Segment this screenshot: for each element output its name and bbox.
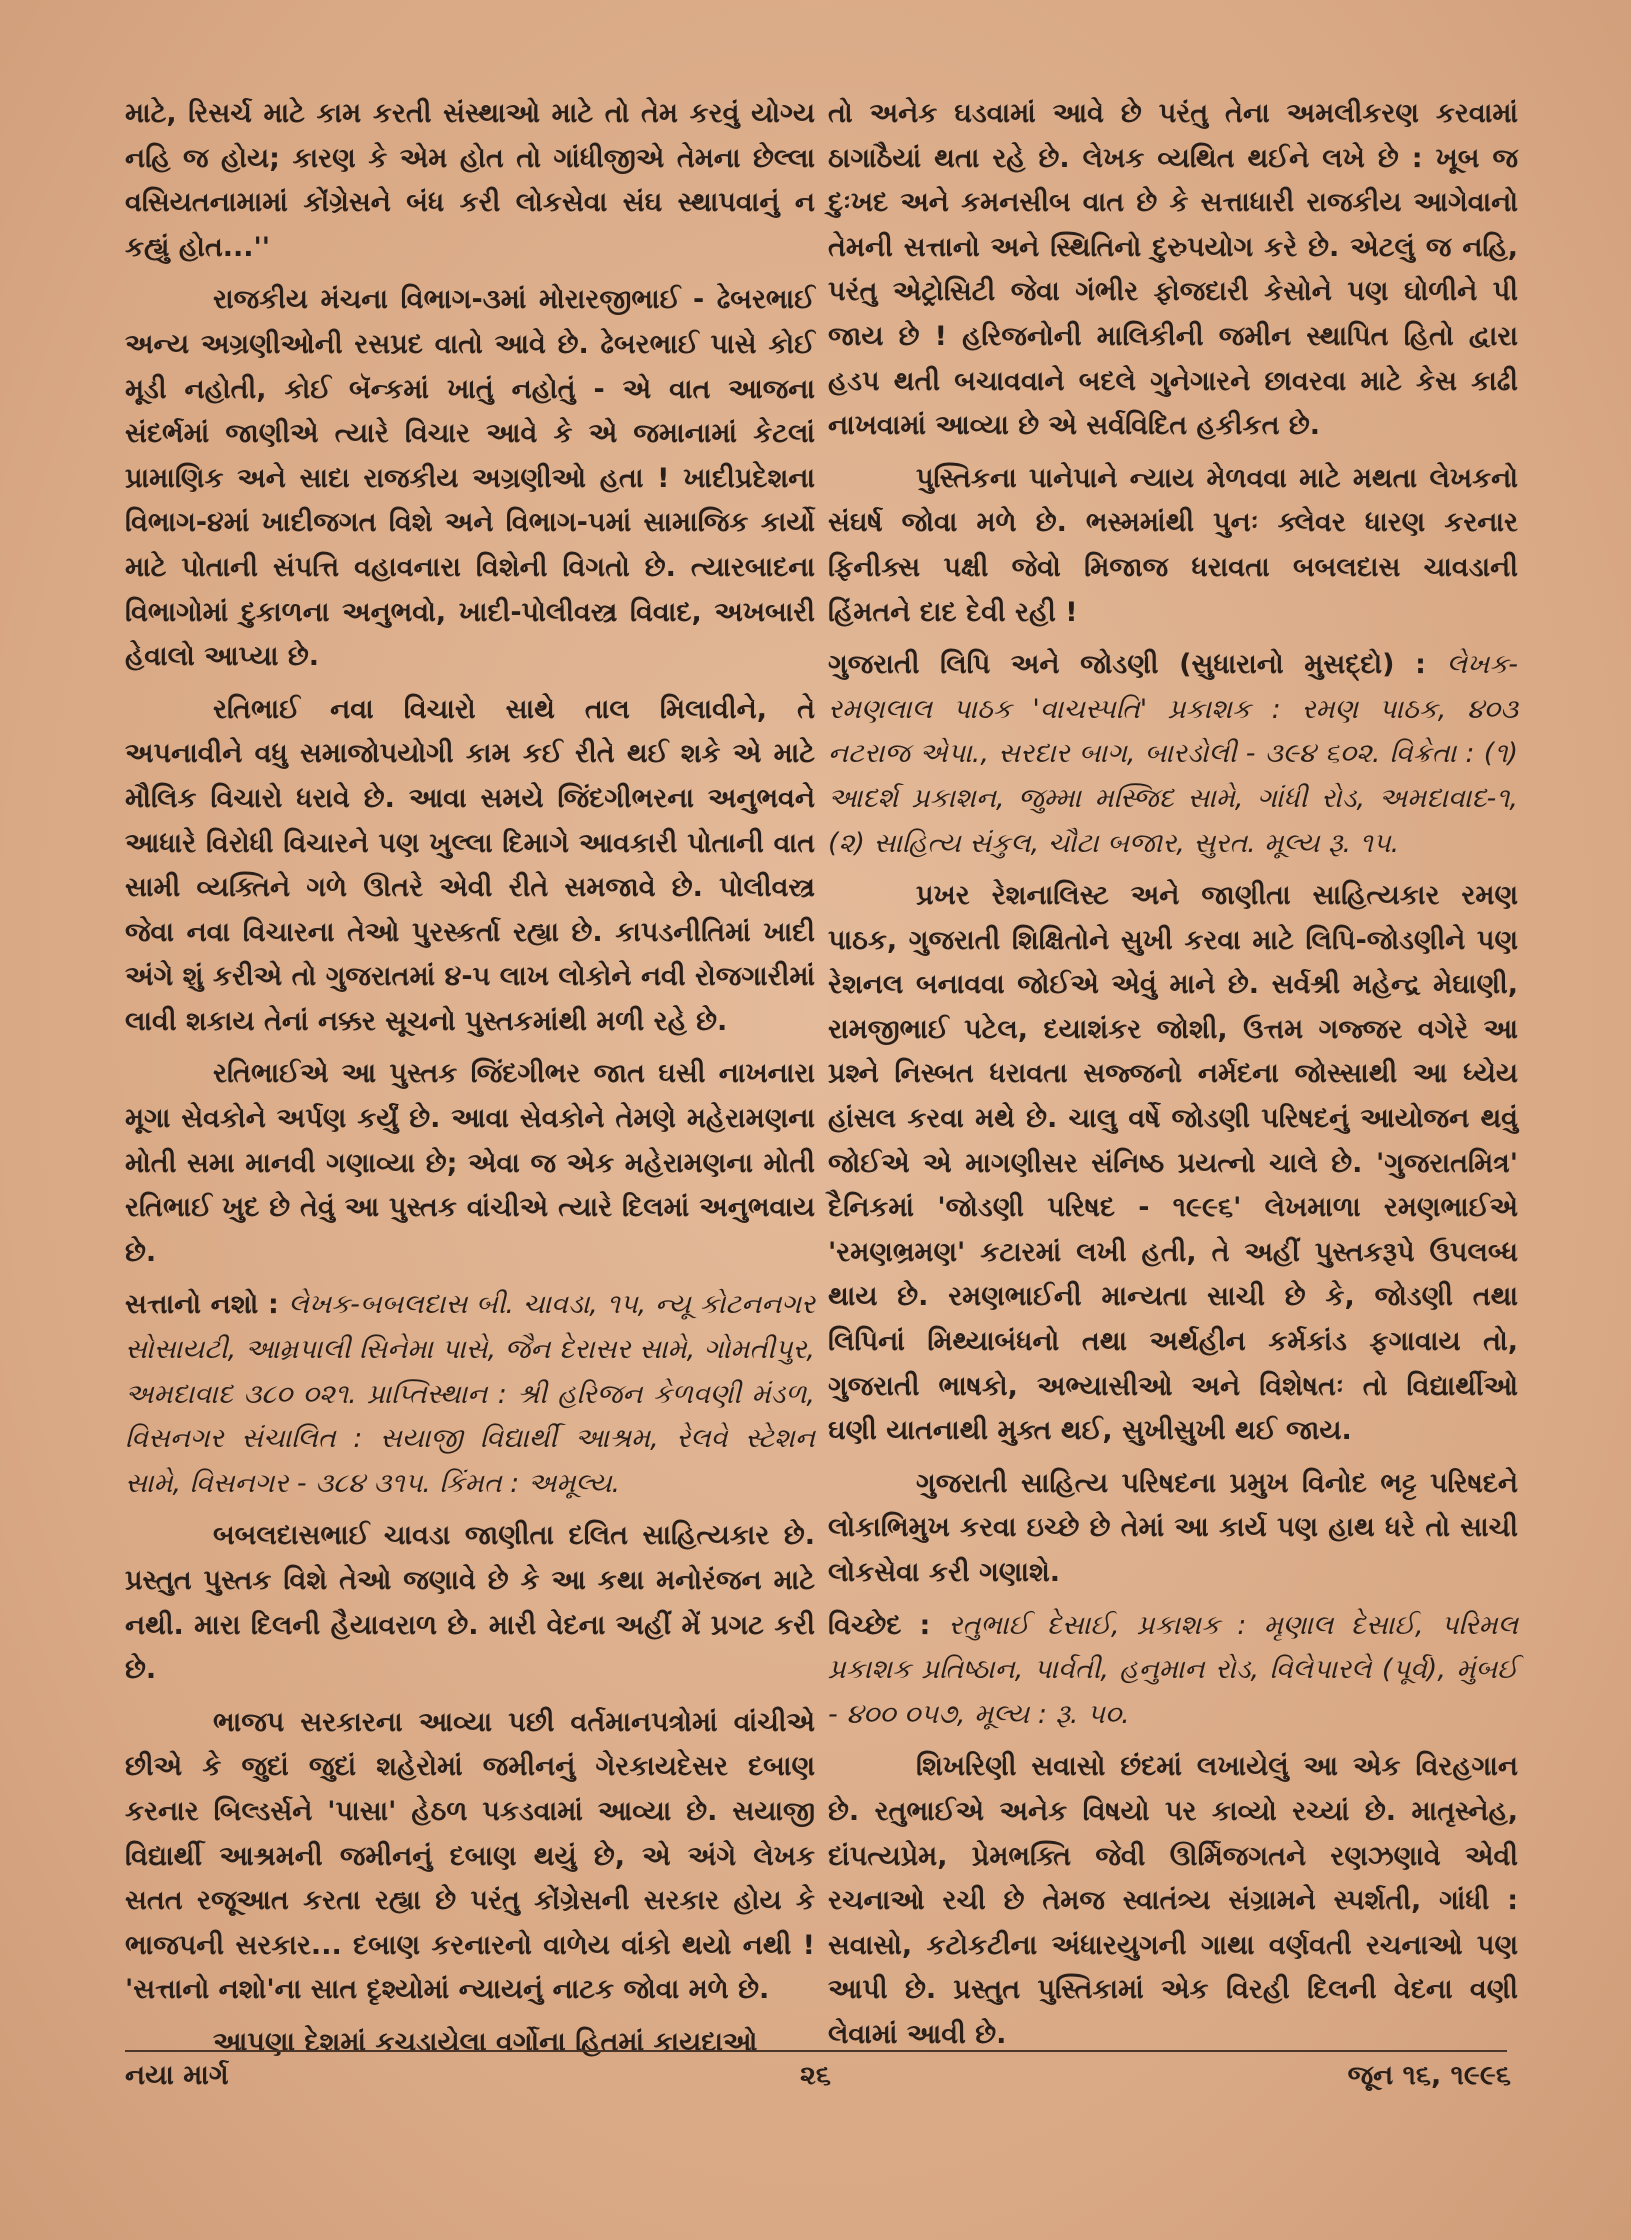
paragraph: શિખરિણી સવાસો છંદમાં લખાયેલું આ એક વિરહગાન છે. રતુભાઈએ અનેક વિષયો પર કાવ્યો રચ્યાં છે. માતૃસ્નેહ, દાંપત્યપ્રેમ, પ્રેમભક્તિ જેવી ઊર્મિજગતને રણઝણાવે એવી રચનાઓ રચી છે તેમજ સ્વાતંત્ર્ય સંગ્રામને સ્પર્શતી, ગાંધી : સવાસો, કટોકટીના અંધારયુગની ગાથા વર્ણવતી રચનાઓ પણ આપી છે. પ્રસ્તુત પુસ્તિકામાં એક વિરહી દિલની વેદના વણી લેવામાં આવી છે. <box>828 1751 1518 2050</box>
book-details: લેખક-રમણલાલ પાઠક 'વાચસ્પતિ' પ્રકાશક : રમણ પાઠક, ૪૦૩ નટરાજ એપા., સરદાર બાગ, બારડોલી - ૩૯૪ ૬૦૨. વિક્રેતા : (૧) આદર્શ પ્રકાશન, જુમ્મા મસ્જિદ સામે, ગાંધી રોડ, અમદાવાદ-૧, (૨) સાહિત્ય સંકુલ, ચૌટા બજાર, સુરત. મૂલ્ય રૂ. ૧૫. <box>828 649 1519 859</box>
paragraph: બબલદાસભાઈ ચાવડા જાણીતા દલિત સાહિત્યકાર છે. પ્રસ્તુત પુસ્તક વિશે તેઓ જણાવે છે કે આ કથા મનોરંજન માટે નથી. મારા દિલની હૈયાવરાળ છે. મારી વેદના અહીં મેં પ્રગટ કરી છે. <box>125 1520 815 1686</box>
paragraph: માટે, રિસર્ચ માટે કામ કરતી સંસ્થાઓ માટે તો તેમ કરવું યોગ્ય નહિ જ હોય; કારણ કે એમ હોત તો ગાંધીજીએ તેમના છેલ્લા વસિયતનામામાં કોંગ્રેસને બંધ કરી લોકસેવા સંઘ સ્થાપવાનું ન કહ્યું હોત...'' <box>125 98 815 263</box>
paragraph: રાજકીય મંચના વિભાગ-૩માં મોરારજીભાઈ - ઢેબરભાઈ અન્ય અગ્રણીઓની રસપ્રદ વાતો આવે છે. ઢેબરભાઈ પાસે કોઈ મૂડી નહોતી, કોઈ બૅન્કમાં ખાતું નહોતું - એ વાત આજના સંદર્ભમાં જાણીએ ત્યારે વિચાર આવે કે એ જમાનામાં કેટલાં પ્રામાણિક અને સાદા રાજકીય અગ્રણીઓ હતા ! ખાદીપ્રદેશના વિભાગ-૪માં ખાદીજગત વિશે અને વિભાગ-૫માં સામાજિક કાર્યો માટે પોતાની સંપત્તિ વહાવનારા વિશેની વિગતો છે. ત્યારબાદના વિભાગોમાં દુકાળના અનુભવો, ખાદી-પોલીવસ્ત્ર વિવાદ, અખબારી હેવાલો આપ્યા છે. <box>125 284 815 673</box>
issue-date: જૂન ૧૬, ૧૯૯૬ <box>1347 2060 1511 2091</box>
paragraph: આપણા દેશમાં કચડાયેલા વર્ગોના હિતમાં કાયદાઓ <box>213 2026 758 2058</box>
publication-name: નયા માર્ગ <box>125 2060 229 2091</box>
book-entry <box>828 1604 1518 1738</box>
paragraph: તો અનેક ઘડવામાં આવે છે પરંતુ તેના અમલીકરણ કરવામાં ઠાગાઠૈયાં થતા રહે છે. લેખક વ્યથિત થઈને લખે છે : ખૂબ જ દુઃખદ અને કમનસીબ વાત છે કે સત્તાધારી રાજકીય આગેવાનો તેમની સત્તાનો અને સ્થિતિનો દુરુપયોગ કરે છે. એટલું જ નહિ, પરંતુ એટ્રોસિટી જેવા ગંભીર ફોજદારી કેસોને પણ ઘોળીને પી જાય છે ! હરિજનોની માલિકીની જમીન સ્થાપિત હિતો દ્વારા હડપ થતી બચાવવાને બદલે ગુનેગારને છાવરવા માટે કેસ કાઢી નાખવામાં આવ્યા છે એ સર્વવિદિત હકીકત છે. <box>828 98 1518 442</box>
book-entry <box>828 643 1518 866</box>
paragraph: ગુજરાતી સાહિત્ય પરિષદના પ્રમુખ વિનોદ ભટ્ટ પરિષદને લોકાભિમુખ કરવા ઇચ્છે છે તેમાં આ કાર્ય પણ હાથ ધરે તો સાચી લોકસેવા કરી ગણાશે. <box>828 1467 1518 1588</box>
book-title: વિચ્છેદ : <box>828 1609 931 1641</box>
paragraph: ભાજપ સરકારના આવ્યા પછી વર્તમાનપત્રોમાં વાંચીએ છીએ કે જુદાં જુદાં શહેરોમાં જમીનનું ગેરકાયદેસર દબાણ કરનાર બિલ્ડર્સને 'પાસા' હેઠળ પકડવામાં આવ્યા છે. સયાજી વિદ્યાર્થી આશ્રમની જમીનનું દબાણ થયું છે, એ અંગે લેખક સતત રજૂઆત કરતા રહ્યા છે પરંતુ કોંગ્રેસની સરકાર હોય કે ભાજપની સરકાર... દબાણ કરનારનો વાળેય વાંકો થયો નથી ! 'સત્તાનો નશો'ના સાત દૃશ્યોમાં ન્યાયનું નાટક જોવા મળે છે. <box>125 1706 815 2006</box>
page-number: ૨૬ <box>800 2060 831 2091</box>
paragraph: રતિભાઈએ આ પુસ્તક જિંદગીભર જાત ઘસી નાખનારા મૂગા સેવકોને અર્પણ કર્યું છે. આવા સેવકોને તેમણે મહેરામણના મોતી સમા માનવી ગણાવ્યા છે; એવા જ એક મહેરામણના મોતી રતિભાઈ ખુદ છે તેવું આ પુસ્તક વાંચીએ ત્યારે દિલમાં અનુભવાય છે. <box>125 1058 815 1268</box>
right-column <box>828 92 1518 2066</box>
footer-divider <box>125 2050 1507 2052</box>
paragraph: પ્રખર રેશનાલિસ્ટ અને જાણીતા સાહિત્યકાર રમણ પાઠક, ગુજરાતી શિક્ષિતોને સુખી કરવા માટે લિપિ-જોડણીને પણ રેશનલ બનાવવા જોઈએ એવું માને છે. સર્વશ્રી મહેન્દ્ર મેઘાણી, રામજીભાઈ પટેલ, દયાશંકર જોશી, ઉત્તમ ગજ્જર વગેરે આ પ્રશ્ને નિસ્બત ધરાવતા સજ્જનો નર્મદના જોસ્સાથી આ ધ્યેય હાંસલ કરવા મથે છે. ચાલુ વર્ષે જોડણી પરિષદનું આયોજન થવું જોઈએ એ માગણીસર સંનિષ્ઠ પ્રયત્નો ચાલે છે. 'ગુજરાતમિત્ર' દૈનિકમાં 'જોડણી પરિષદ - ૧૯૯૬' લેખમાળા રમણભાઈએ 'રમણભ્રમણ' કટારમાં લખી હતી, તે અહીં પુસ્તકરૂપે ઉપલબ્ધ થાય છે. રમણભાઈની માન્યતા સાચી છે કે, જોડણી તથા લિપિનાં મિથ્યાબંધનો તથા અર્થહીન કર્મકાંડ ફગાવાય તો, ગુજરાતી ભાષકો, અભ્યાસીઓ અને વિશેષતઃ તો વિદ્યાર્થીઓ ઘણી યાતનાથી મુક્ત થઈ, સુખીસુખી થઈ જાય. <box>828 880 1518 1447</box>
paragraph: પુસ્તિકના પાનેપાને ન્યાય મેળવવા માટે મથતા લેખકનો સંઘર્ષ જોવા મળે છે. ભસ્મમાંથી પુનઃ ક્લેવર ધારણ કરનાર ફિનીક્સ પક્ષી જેવો મિજાજ ધરાવતા બબલદાસ ચાવડાની હિંમતને દાદ દેવી રહી ! <box>828 462 1518 628</box>
book-details: રતુભાઈ દેસાઈ, પ્રકાશક : મૃણાલ દેસાઈ, પરિમલ પ્રકાશક પ્રતિષ્ઠાન, પાર્વતી, હનુમાન રોડ, વિલેપારલે (પૂર્વ), મુંબઈ - ૪૦૦ ૦૫૭, મૂલ્ય : રૂ. ૫૦. <box>828 1609 1518 1730</box>
paragraph: રતિભાઈ નવા વિચારો સાથે તાલ મિલાવીને, તે અપનાવીને વધુ સમાજોપયોગી કામ કઈ રીતે થઈ શકે એ માટે મૌલિક વિચારો ધરાવે છે. આવા સમયે જિંદગીભરના અનુભવને આધારે વિરોધી વિચારને પણ ખુલ્લા દિમાગે આવકારી પોતાની વાત સામી વ્યક્તિને ગળે ઊતરે એવી રીતે સમજાવે છે. પોલીવસ્ત્ર જેવા નવા વિચારના તેઓ પુરસ્કર્તા રહ્યા છે. કાપડનીતિમાં ખાદી અંગે શું કરીએ તો ગુજરાતમાં ૪-૫ લાખ લોકોને નવી રોજગારીમાં લાવી શકાય તેનાં નક્કર સૂચનો પુસ્તકમાંથી મળી રહે છે. <box>125 693 815 1037</box>
book-details: લેખક-બબલદાસ બી. ચાવડા, ૧૫, ન્યૂ કોટનનગર સોસાયટી, આમ્રપાલી સિનેમા પાસે, જૈન દેરાસર સામે, ગોમતીપુર, અમદાવાદ ૩૮૦ ૦૨૧. પ્રાપ્તિસ્થાન : શ્રી હરિજન કેળવણી મંડળ, વિસનગર સંચાલિત : સયાજી વિદ્યાર્થી આશ્રમ, રેલવે સ્ટેશન સામે, વિસનગર - ૩૮૪ ૩૧૫. કિંમત : અમૂલ્ય. <box>125 1289 815 1499</box>
book-title: ગુજરાતી લિપિ અને જોડણી (સુધારાનો મુસદ્દો) : <box>828 649 1426 681</box>
book-title: સત્તાનો નશો : <box>125 1289 279 1321</box>
book-entry <box>125 1283 815 1506</box>
left-column <box>125 92 815 2074</box>
